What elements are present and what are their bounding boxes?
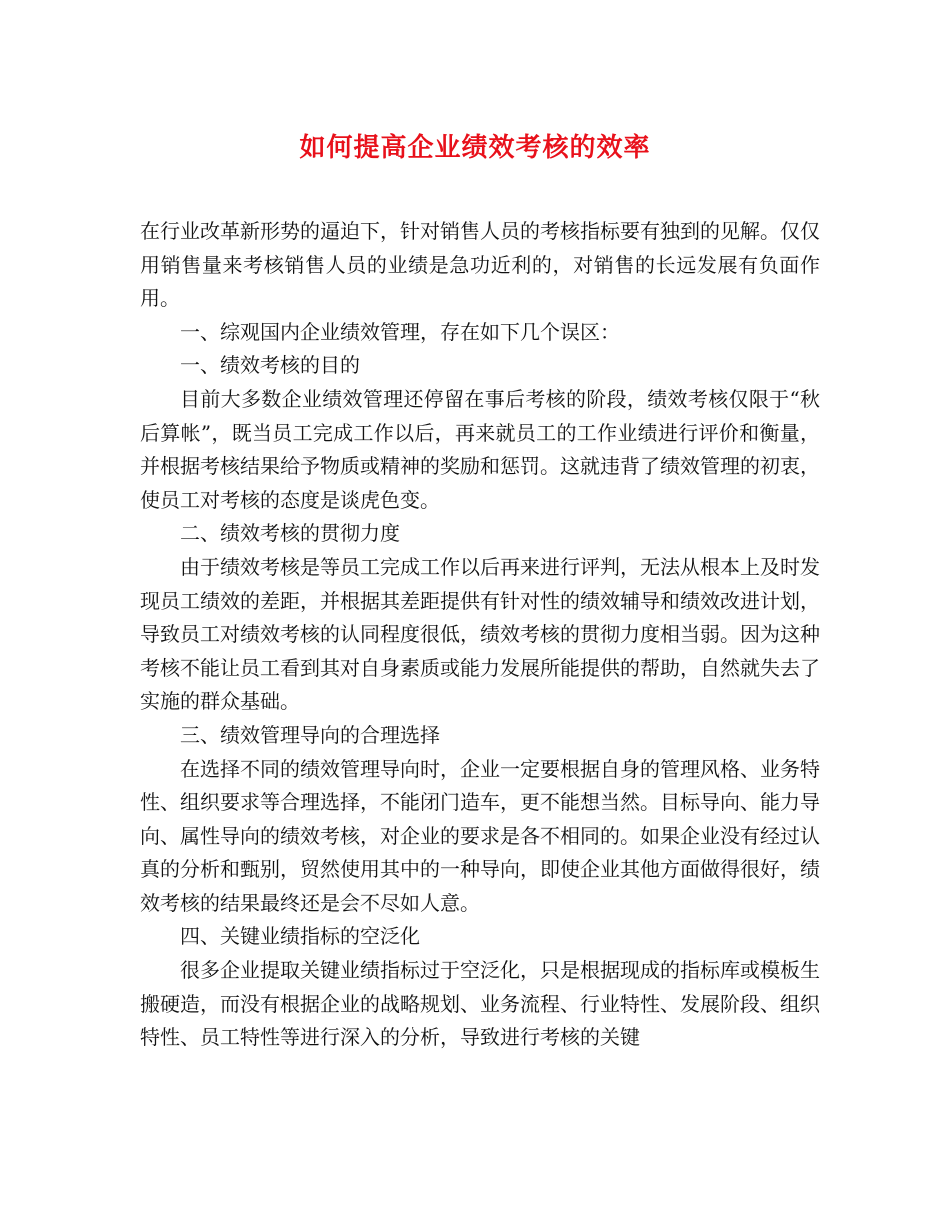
subsection-heading: 二、绩效考核的贯彻力度 — [180, 521, 400, 546]
document-title: 如何提高企业绩效考核的效率 — [299, 133, 651, 163]
subsection-heading: 四、关键业绩指标的空泛化 — [180, 924, 420, 949]
section-heading: 一、综观国内企业绩效管理，存在如下几个误区： — [180, 319, 620, 344]
paragraph: 很多企业提取关键业绩指标过于空泛化，只是根据现成的指标库或模板生搬硬造，而没有根据企业的战略规划、业务流程、行业特性、发展阶段、组织特性、员工特性等进行深入的分析，导致进行考核的关键 — [140, 958, 820, 1050]
paragraph-intro: 在行业改革新形势的逼迫下，针对销售人员的考核指标要有独到的见解。仅仅用销售量来考核销售人员的业绩是急功近利的，对销售的长远发展有负面作用。 — [140, 219, 820, 311]
paragraph: 由于绩效考核是等员工完成工作以后再来进行评判，无法从根本上及时发现员工绩效的差距，并根据其差距提供有针对性的绩效辅导和绩效改进计划，导致员工对绩效考核的认同程度很低，绩效考核的贯彻力度相当弱。因为这种考核不能让员工看到其对自身素质或能力发展所能提供的帮助，自然就失去了实施的群众基础。 — [140, 554, 820, 714]
document-body — [140, 215, 820, 1055]
paragraph: 在选择不同的绩效管理导向时，企业一定要根据自身的管理风格、业务特性、组织要求等合理选择，不能闭门造车，更不能想当然。目标导向、能力导向、属性导向的绩效考核，对企业的要求是各不相同的。如果企业没有经过认真的分析和甄别，贸然使用其中的一种导向，即使企业其他方面做得很好，绩效考核的结果最终还是会不尽如人意。 — [140, 756, 820, 915]
subsection-heading: 一、绩效考核的目的 — [180, 353, 360, 378]
paragraph: 目前大多数企业绩效管理还停留在事后考核的阶段，绩效考核仅限于“秋后算帐”，既当员工完成工作以后，再来就员工的工作业绩进行评价和衡量，并根据考核结果给予物质或精神的奖励和惩罚。这就违背了绩效管理的初衷，使员工对考核的态度是谈虎色变。 — [140, 386, 820, 512]
subsection-heading: 三、绩效管理导向的合理选择 — [180, 722, 440, 747]
